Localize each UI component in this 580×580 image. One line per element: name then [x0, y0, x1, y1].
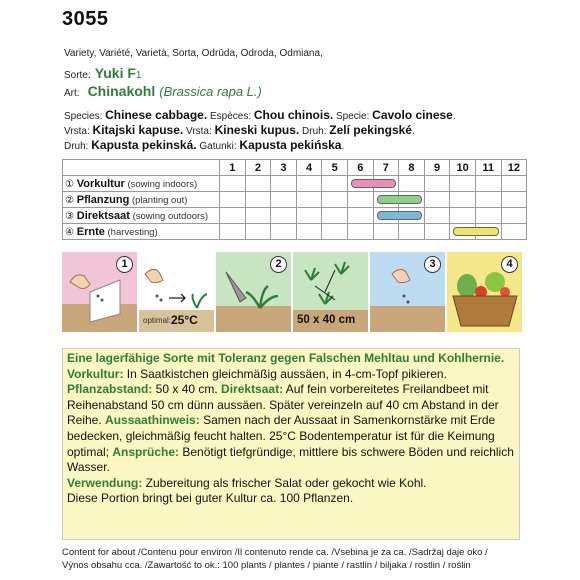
panel-germination — [139, 252, 214, 332]
type-row — [64, 83, 262, 99]
month-cell — [475, 224, 501, 240]
calendar-row-label — [63, 192, 220, 208]
species-name: Kapusta pekinská. — [91, 138, 197, 152]
month-cell — [347, 224, 373, 240]
panel-harvest — [447, 252, 522, 332]
month-header: 3 — [271, 160, 297, 176]
activity-english: (sowing indoors) — [124, 178, 198, 190]
seed-icon — [407, 301, 410, 304]
activity-english: (planting out) — [129, 194, 188, 206]
spacing-and-direct-sowing-text — [63, 382, 519, 476]
step-number-badge: 4 — [501, 256, 518, 273]
month-cell — [271, 176, 297, 192]
month-cell — [271, 192, 297, 208]
calendar-row — [63, 208, 527, 224]
month-cell — [399, 176, 425, 192]
calendar-corner — [63, 160, 220, 176]
month-cell — [245, 224, 271, 240]
month-cell — [296, 224, 322, 240]
growing-instructions — [62, 348, 520, 540]
month-header: 1 — [220, 160, 246, 176]
month-cell — [399, 224, 425, 240]
species-label: Gatunki: — [196, 141, 240, 152]
species-label: Vrsta: — [183, 126, 215, 137]
species-label: . — [452, 111, 456, 122]
species-name: Zelí pekingské — [329, 123, 412, 137]
month-cell — [245, 192, 271, 208]
month-cell — [373, 192, 399, 208]
soil-icon — [216, 306, 291, 332]
variety-row — [64, 65, 141, 81]
month-cell — [296, 176, 322, 192]
calendar-row — [63, 176, 527, 192]
usage-label: Verwendung: — [67, 475, 143, 490]
seed-icon — [101, 299, 104, 302]
month-cell — [399, 192, 425, 208]
calendar-header-row — [63, 160, 527, 176]
activity-label: Vorkultur — [76, 177, 125, 190]
type-name: Chinakohl — [87, 83, 156, 99]
optimal-label: optimal: — [143, 316, 172, 325]
sowing-note-label: Aussaathinweis: — [105, 413, 200, 428]
month-cell — [220, 224, 246, 240]
latin-name: (Brassica rapa L.) — [159, 84, 262, 99]
instruction-panels — [62, 252, 522, 334]
variety-description: Eine lagerfähige Sorte mit Toleranz gegen Falschen Mehltau und Kohlhernie. — [67, 351, 505, 365]
month-header: 7 — [373, 160, 399, 176]
month-header: 5 — [322, 160, 348, 176]
activity-label: Direktsaat — [76, 209, 130, 222]
month-cell — [296, 208, 322, 224]
species-label: . — [411, 126, 415, 137]
month-header: 11 — [475, 160, 501, 176]
month-cell — [322, 208, 348, 224]
species-label: Druh: — [64, 141, 92, 152]
species-label: Espèces: — [207, 111, 254, 122]
month-cell — [220, 192, 246, 208]
step-number-badge: 2 — [270, 256, 287, 273]
month-cell — [322, 224, 348, 240]
month-cell — [347, 208, 373, 224]
direct-sowing-label: Direktsaat: — [221, 382, 284, 397]
direct-sowing-body: Auf fein vorbereitetes Freilandbeet mit Reihenabstand 50 cm dünn aussäen. Später vereinzeln auf 40 cm Abstand in der Reihe. — [67, 382, 499, 428]
basket-icon — [453, 296, 517, 326]
panel-sowing-outdoors — [370, 252, 445, 332]
month-cell — [475, 208, 501, 224]
month-cell — [501, 176, 527, 192]
month-cell — [373, 208, 399, 224]
month-cell — [322, 192, 348, 208]
species-label: Specie: — [333, 111, 373, 122]
variety-label-line: Variety, Variété, Varietà, Sorta, Odrūda, Odroda, Odmiana, — [64, 48, 323, 59]
month-header: 9 — [424, 160, 450, 176]
step-number: ③ — [65, 210, 77, 222]
pre-cultivation-body: In Saatkistchen gleichmäßig aussäen, in 4-cm-Topf pikieren. — [123, 366, 447, 381]
species-line-1 — [64, 108, 456, 122]
calendar-row-label — [63, 176, 220, 192]
month-cell — [424, 176, 450, 192]
product-code: 3055 — [62, 8, 109, 30]
species-label: Species: — [64, 111, 106, 122]
month-cell — [373, 224, 399, 240]
month-cell — [450, 224, 476, 240]
month-header: 6 — [347, 160, 373, 176]
content-line-2: Výnos obsahu cca. /Zawartość to ok.: 100 plants / plantes / piante / rastlin / biljaka / rostlin / roślin — [62, 560, 471, 571]
requirements-body: Benötigt tiefgründige, mittlere bis schwere Böden und reichlich Wasser. — [67, 444, 514, 475]
month-header: 10 — [450, 160, 476, 176]
panel-spacing — [293, 252, 368, 332]
species-name: Kapusta pekińska — [239, 138, 342, 152]
temperature-label: 25°C — [171, 313, 198, 327]
step-number-badge: 1 — [116, 256, 133, 273]
content-note — [62, 546, 488, 572]
species-name: Cavolo cinese — [372, 108, 453, 122]
month-cell — [347, 176, 373, 192]
seed-icon — [156, 295, 159, 298]
month-cell — [245, 208, 271, 224]
month-cell — [501, 224, 527, 240]
variety-hybrid-sub: 1 — [135, 70, 142, 81]
month-cell — [501, 208, 527, 224]
species-name: Kineski kupus. — [214, 123, 300, 137]
sowing-calendar — [62, 159, 527, 240]
month-cell — [424, 224, 450, 240]
species-line-3 — [64, 138, 344, 152]
calendar-row-label — [63, 208, 220, 224]
activity-label: Pflanzung — [76, 193, 130, 206]
seed-icon — [160, 299, 163, 302]
month-header: 8 — [399, 160, 425, 176]
step-number: ① — [65, 178, 77, 190]
step-number: ② — [65, 194, 77, 206]
usage-body: Zubereitung als frischer Salat oder gekocht wie Kohl. — [142, 475, 427, 490]
calendar-row-label — [63, 224, 220, 240]
species-name: Chou chinois. — [253, 108, 334, 122]
spacing-label: 50 x 40 cm — [297, 314, 356, 326]
panel-sowing-indoors — [62, 252, 137, 332]
month-cell — [373, 176, 399, 192]
seed-icon — [403, 295, 406, 298]
portion-text: Diese Portion bringt bei guter Kultur ca. 100 Pflanzen. — [67, 491, 354, 506]
pre-cultivation-text — [63, 367, 519, 383]
month-cell — [322, 176, 348, 192]
content-line-1: Content for about /Contenu pour environ /Il contenuto rende ca. /Vsebina je za ca. /Sadržaj daje oko / — [62, 547, 488, 558]
month-cell — [245, 176, 271, 192]
type-label: Art: — [64, 88, 80, 99]
month-cell — [220, 176, 246, 192]
calendar-row — [63, 224, 527, 240]
month-cell — [475, 176, 501, 192]
month-cell — [296, 192, 322, 208]
activity-english: (sowing outdoors) — [129, 210, 209, 222]
calendar-row — [63, 192, 527, 208]
soil-icon — [370, 306, 445, 332]
month-cell — [271, 208, 297, 224]
month-cell — [220, 208, 246, 224]
activity-english: (harvesting) — [104, 226, 158, 238]
pre-cultivation-label: Vorkultur: — [67, 366, 124, 381]
seed-icon — [97, 295, 100, 298]
month-cell — [450, 176, 476, 192]
month-cell — [424, 208, 450, 224]
species-label: Vrsta: — [64, 126, 93, 137]
variety-label: Sorte: — [64, 70, 91, 81]
panel-planting-out — [216, 252, 291, 332]
step-number: ④ — [65, 226, 77, 238]
species-name: Kitajski kapuse. — [92, 123, 184, 137]
species-line-2 — [64, 123, 415, 137]
species-label: . — [341, 141, 345, 152]
requirements-label: Ansprüche: — [112, 444, 180, 459]
sowing-note-body: Samen nach der Aussaat in Samenkornstärke mit Erde bedecken, gleichmäßig feucht halten. 25°C Bodentemperatur ist für die Keimung optimal; — [67, 413, 496, 459]
plant-spacing-label: Pflanzabstand: — [67, 382, 153, 397]
month-cell — [424, 192, 450, 208]
month-cell — [399, 208, 425, 224]
step-number-badge: 3 — [424, 256, 441, 273]
species-name: Chinese cabbage. — [105, 108, 208, 122]
month-cell — [347, 192, 373, 208]
month-header: 4 — [296, 160, 322, 176]
activity-label: Ernte — [76, 225, 105, 238]
month-header: 2 — [245, 160, 271, 176]
cabbage-icon — [457, 274, 477, 298]
usage-text — [63, 476, 519, 492]
month-cell — [475, 192, 501, 208]
plant-spacing-body: 50 x 40 cm. — [152, 382, 222, 397]
month-cell — [450, 192, 476, 208]
month-header: 12 — [501, 160, 527, 176]
month-cell — [271, 224, 297, 240]
species-label: Druh: — [299, 126, 330, 137]
month-cell — [501, 192, 527, 208]
variety-name: Yuki F — [94, 65, 136, 81]
month-cell — [450, 208, 476, 224]
